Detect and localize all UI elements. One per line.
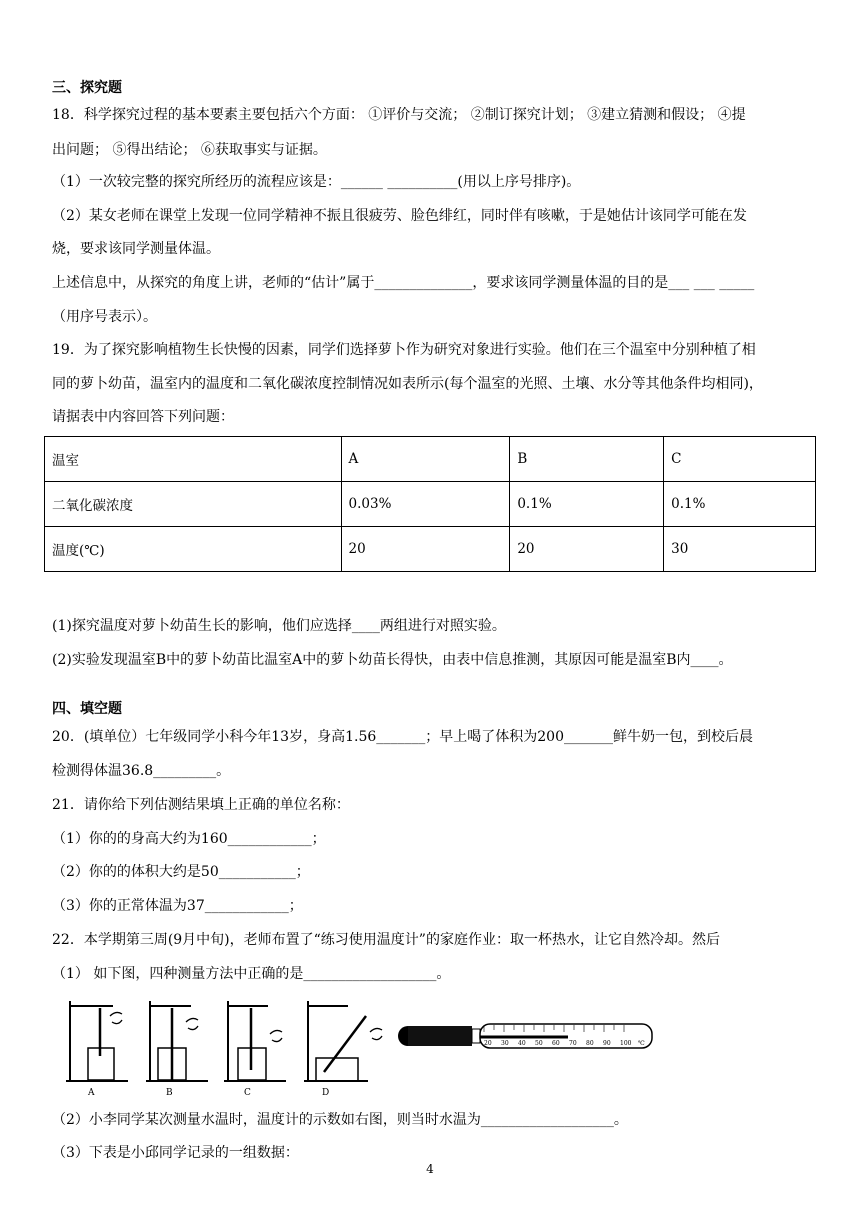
table-row	[45, 482, 816, 527]
scale-label: 40	[518, 1040, 526, 1047]
scale-label: 100	[620, 1040, 632, 1047]
q19-line2: 同的萝卜幼苗，温室内的温度和二氧化碳浓度控制情况如表所示(每个温室的光照、土壤、水分等其他条件均相同)，	[52, 376, 763, 392]
table-cell: B	[510, 437, 664, 482]
q21-line1: 21．请你给下列估测结果填上正确的单位名称：	[52, 797, 350, 813]
q19-line3: 请据表中内容回答下列问题：	[52, 409, 234, 425]
label-b: B	[166, 1088, 173, 1096]
q19-part2: (2)实验发现温室B中的萝卜幼苗比温室A中的萝卜幼苗长得快，由表中信息推测，其原因可能是温室B内____。	[52, 652, 733, 668]
label-d: D	[322, 1088, 330, 1096]
scale-label: 50	[535, 1040, 543, 1047]
q22-part3: （3）下表是小邱同学记录的一组数据：	[52, 1145, 299, 1161]
q22-line1: 22．本学期第三周(9月中旬)，老师布置了“练习使用温度计”的家庭作业：取一杯热水，让它自然冷却。然后	[52, 932, 720, 948]
table-cell: A	[341, 437, 510, 482]
q18-part1: （1）一次较完整的探究所经历的流程应该是：______ __________(用以上序号排序)。	[52, 174, 581, 190]
table-row	[45, 437, 816, 482]
label-a: A	[88, 1088, 95, 1096]
q21-part3: （3）你的正常体温为37____________；	[52, 898, 303, 914]
q21-part2: （2）你的的体积大约是50___________；	[52, 864, 310, 880]
thermometer-figure	[58, 996, 658, 1096]
page-number: 4	[426, 1162, 434, 1176]
scale-label: 20	[484, 1040, 492, 1047]
table-row	[45, 527, 816, 572]
q18-part4: （用序号表示）。	[52, 309, 157, 325]
table-cell: 二氧化碳浓度	[45, 482, 342, 527]
table-cell: 0.1%	[510, 482, 664, 527]
section-heading-3: 三、探究题	[52, 80, 122, 96]
q22-part1: （1） 如下图，四种测量方法中正确的是___________________。	[52, 966, 451, 982]
table-cell: 20	[341, 527, 510, 572]
table-cell: 30	[664, 527, 816, 572]
q18-part3: 上述信息中，从探究的角度上讲，老师的“估计”属于______________，要求该同学测量体温的目的是___ ___ _____	[52, 275, 755, 291]
scale-label: 60	[552, 1040, 560, 1047]
section-heading-4: 四、填空题	[52, 701, 122, 717]
table-cell: 温度(℃)	[45, 527, 342, 572]
q19-part1: (1)探究温度对萝卜幼苗生长的影响，他们应选择____两组进行对照实验。	[52, 618, 506, 634]
q18-part2-line1: （2）某女老师在课堂上发现一位同学精神不振且很疲劳、脸色绯红，同时伴有咳嗽，于是她估计该同学可能在发	[52, 208, 747, 224]
table-cell: 20	[510, 527, 664, 572]
scale-label: ℃	[638, 1040, 645, 1047]
table-cell: 0.03%	[341, 482, 510, 527]
q21-part1: （1）你的的身高大约为160____________；	[52, 831, 326, 847]
label-c: C	[244, 1088, 251, 1096]
scale-label: 80	[586, 1040, 594, 1047]
q19-line1: 19．为了探究影响植物生长快慢的因素，同学们选择萝卜作为研究对象进行实验。他们在三个温室中分别种植了相	[52, 342, 756, 358]
scale-label: 70	[569, 1040, 577, 1047]
q18-line2: 出问题； ⑤得出结论； ⑥获取事实与证据。	[52, 142, 327, 158]
table-cell: 温室	[45, 437, 342, 482]
q20-line2: 检测得体温36.8_________。	[52, 763, 231, 779]
table-cell: C	[664, 437, 816, 482]
q22-part2: （2）小李同学某次测量水温时，温度计的示数如右图，则当时水温为___________________。	[52, 1112, 628, 1128]
q20-line1: 20．(填单位）七年级同学小科今年13岁，身高1.56_______；早上喝了体积为200_______鲜牛奶一包，到校后晨	[52, 729, 753, 745]
scale-label: 90	[603, 1040, 611, 1047]
scale-label: 30	[501, 1040, 509, 1047]
q18-part2-line2: 烧，要求该同学测量体温。	[52, 241, 220, 257]
table-cell: 0.1%	[664, 482, 816, 527]
q18-line1: 18．科学探究过程的基本要素主要包括六个方面： ①评价与交流； ②制订探究计划； ③建立猜测和假设； ④提	[52, 107, 746, 123]
greenhouse-table	[44, 436, 816, 572]
